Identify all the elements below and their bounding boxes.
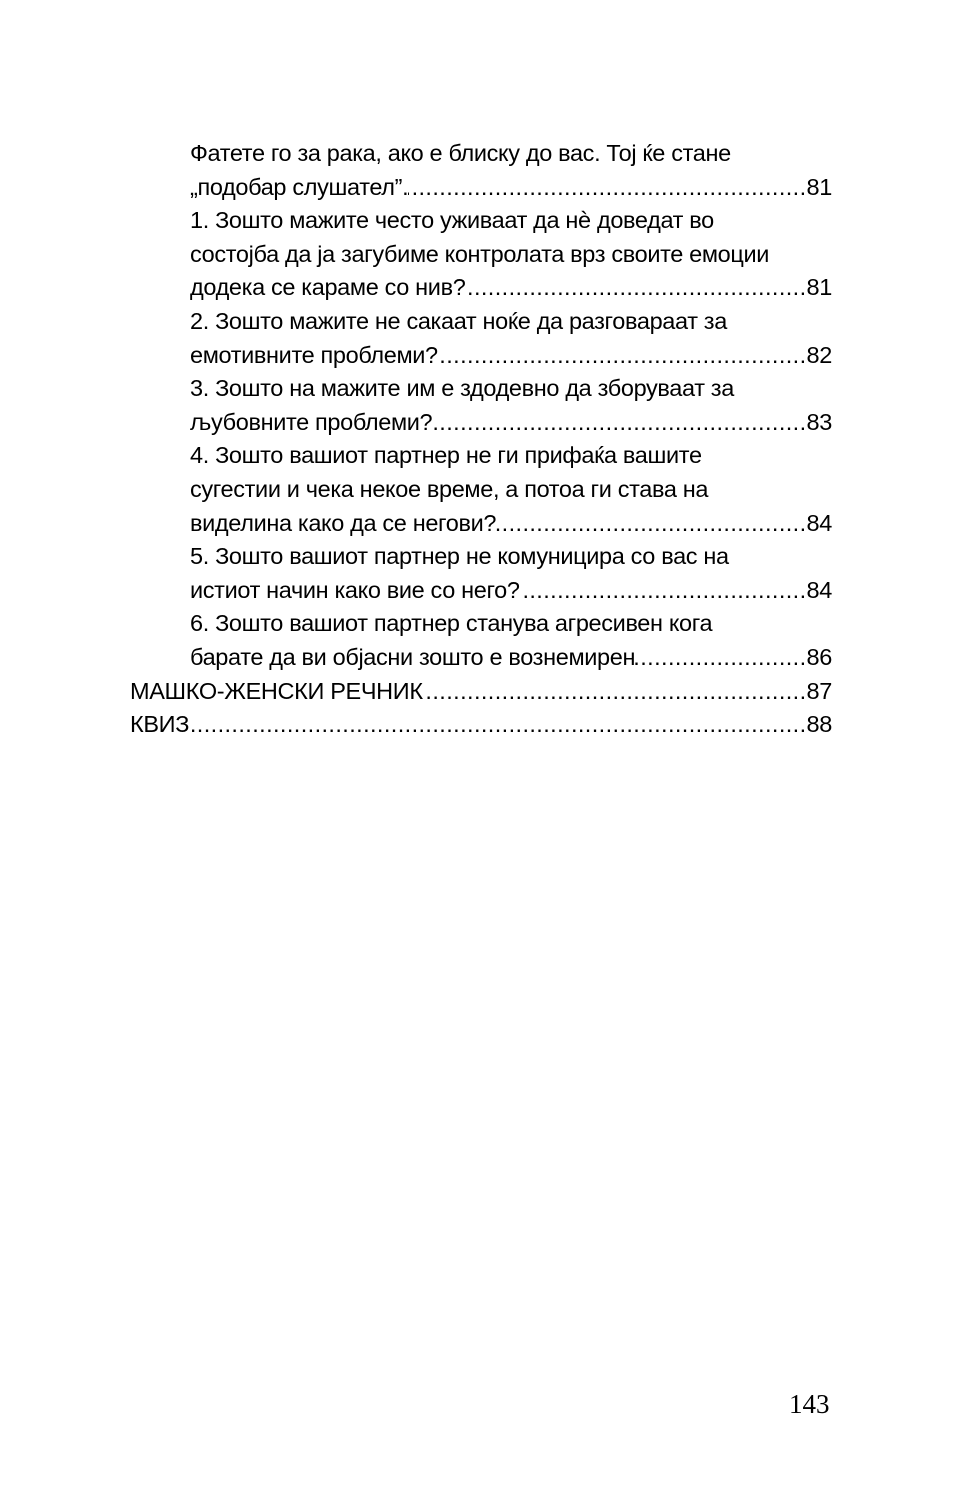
toc-entry-page: 88 [806,711,832,738]
toc-entry-line [190,238,832,272]
toc-entry-question-2[interactable] [130,305,832,372]
toc-entry-quiz[interactable] [130,708,832,742]
dot-leader [635,641,806,675]
toc-entry-page: 81 [806,274,832,301]
toc-entry-text: сугестии и чека некое време, а потоа ги става на [190,475,709,502]
dot-leader [438,339,807,373]
toc-entry-page: 82 [806,341,832,368]
toc-entry-line [190,473,832,507]
toc-entry-line [190,574,832,608]
toc-entry-question-6[interactable] [130,607,832,674]
toc-entry-text: „подобар слушател”. [190,173,409,200]
dot-leader [423,675,807,709]
page-number: 143 [789,1389,830,1419]
toc-entry-dictionary[interactable] [130,675,832,709]
toc-entry-hold-hand[interactable] [130,137,832,204]
toc-entry-text: 5. Зошто вашиот партнер не комуницира со вас на [190,543,729,570]
toc-entry-line [190,305,832,339]
toc-entry-page: 84 [806,509,832,536]
toc-entry-text: Фатете го за рака, ако е блиску до вас. Тој ќе стане [190,140,731,166]
toc-entry-text: виделина како да се негови? [190,509,497,536]
toc-entry-page: 84 [806,576,832,603]
toc-entry-text: МАШКО-ЖЕНСКИ РЕЧНИК [130,677,423,704]
toc-entry-page: 86 [806,643,832,670]
toc-entry-line [190,204,832,238]
toc-entry-question-1[interactable] [130,204,832,305]
dot-leader [189,708,806,742]
toc-entry-line [190,439,832,473]
toc-entry-line [190,507,832,541]
toc-entry-text: додека се караме со нив? [190,274,466,301]
toc-entry-page: 83 [806,408,832,435]
dot-leader [408,171,806,205]
toc-entry-page: 81 [806,173,832,200]
toc-entry-page: 87 [806,677,832,704]
toc-entry-line [190,540,832,574]
dot-leader [465,271,806,305]
toc-entry-text: 4. Зошто вашиот партнер не ги прифаќа вашите [190,442,702,469]
toc-entry-text: барате да ви објасни зошто е вознемирен [190,643,636,670]
dot-leader [432,406,806,440]
toc-entry-line [190,607,832,641]
toc-entry-line [190,339,832,373]
toc-entry-question-3[interactable] [130,372,832,439]
toc-entry-line [190,171,832,205]
toc-entry-text: љубовните проблеми? [190,408,433,435]
toc-entry-text: 3. Зошто на мажите им е здодевно да зборуваат за [190,375,734,402]
toc-entry-line [190,406,832,440]
toc-entry-text: 6. Зошто вашиот партнер станува агресивен кога [190,610,713,637]
dot-leader [520,574,807,608]
toc-entry-question-5[interactable] [130,540,832,607]
toc-entry-text: 1. Зошто мажите често уживаат да нѐ доведат во [190,207,714,234]
toc-entry-line [190,271,832,305]
table-of-contents [130,137,832,742]
toc-entry-text: состојба да ја загубиме контролата врз своите емоции [190,240,770,267]
toc-entry-line [130,675,832,709]
toc-entry-line [190,137,832,171]
toc-entry-line [190,372,832,406]
toc-entry-line [130,708,832,742]
toc-entry-text: 2. Зошто мажите не сакаат ноќе да разговараат за [190,307,727,334]
toc-entry-text: КВИЗ [130,711,190,738]
toc-entry-text: истиот начин како вие со него? [190,576,520,603]
dot-leader [496,507,806,541]
toc-entry-text: емотивните проблеми? [190,341,438,368]
toc-entry-question-4[interactable] [130,439,832,540]
toc-entry-line [190,641,832,675]
